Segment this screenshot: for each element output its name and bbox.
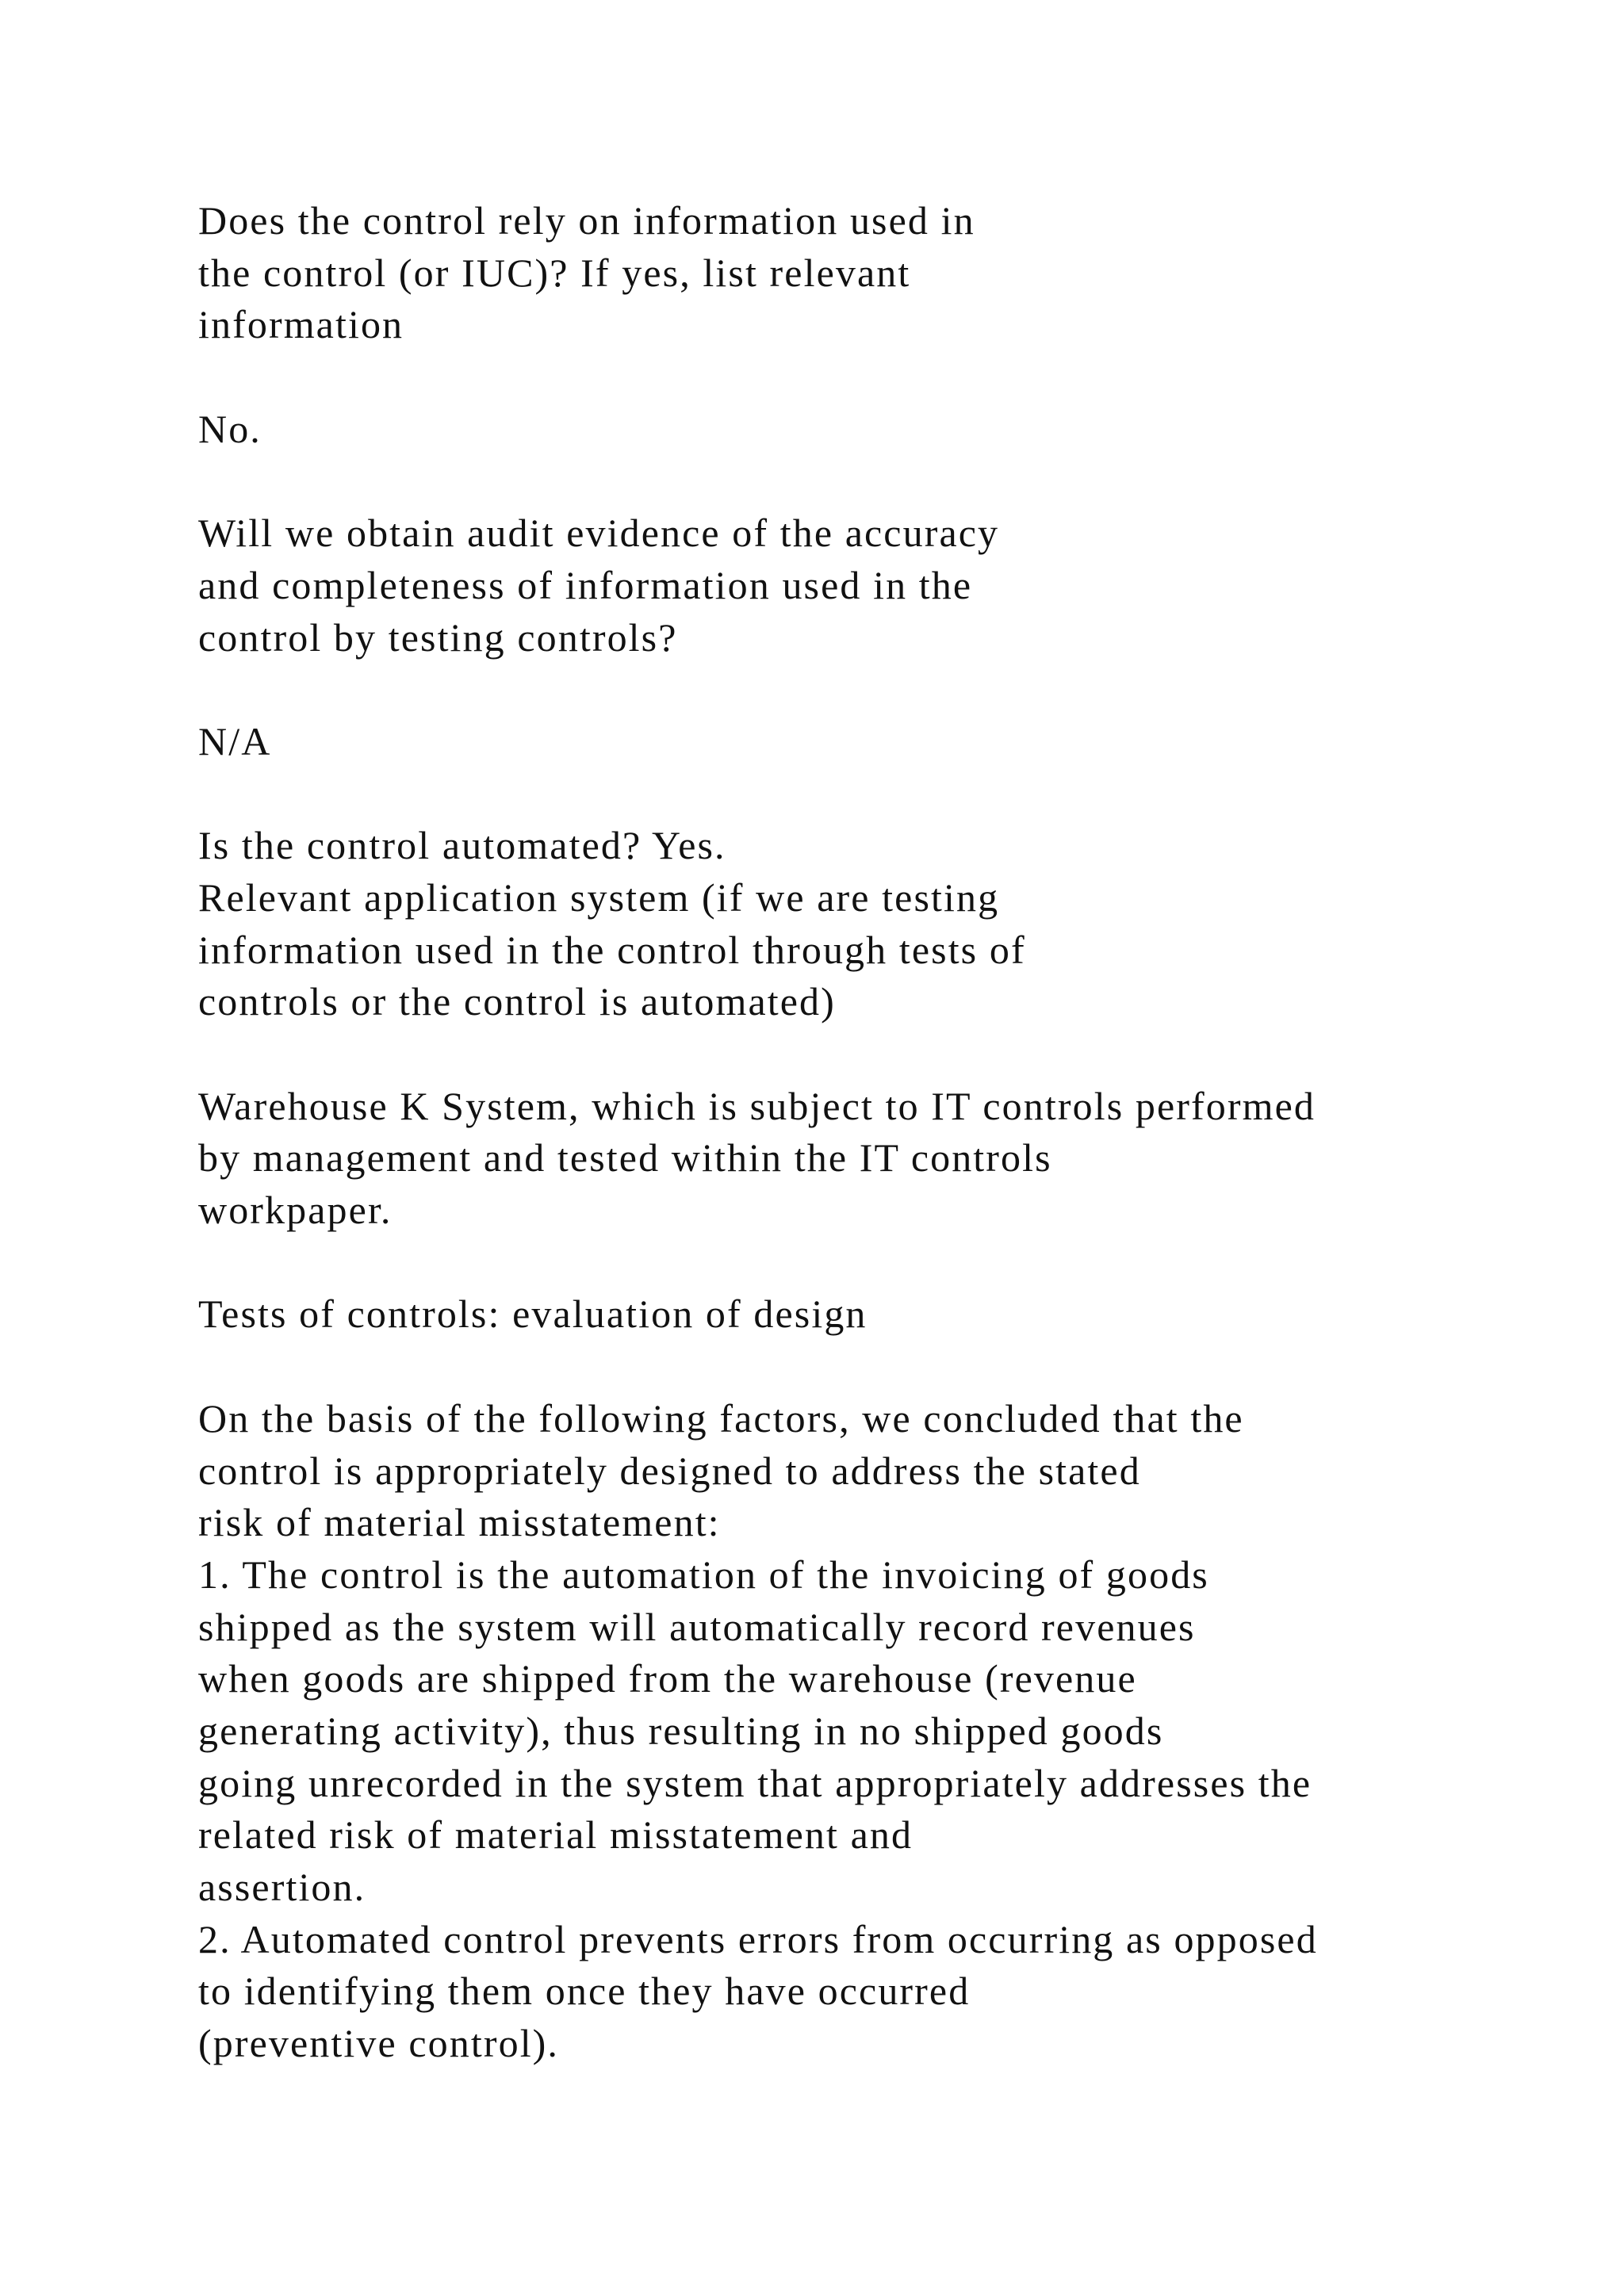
text-line: going unrecorded in the system that appropriately addresses the <box>198 1760 1312 1805</box>
text-line: control is appropriately designed to address the stated <box>198 1448 1141 1493</box>
text-line: to identifying them once they have occurred <box>198 1969 971 2014</box>
paragraph-design-conclusion <box>198 1393 1546 2070</box>
text-line: 2. Automated control prevents errors from occurring as opposed <box>198 1916 1318 1961</box>
text-line: the control (or IUC)? If yes, list relevant <box>198 250 911 295</box>
text-line: related risk of material misstatement and <box>198 1812 914 1858</box>
paragraph-automation-question <box>198 820 1546 1028</box>
text-line: control by testing controls? <box>198 614 678 660</box>
section-heading <box>198 1288 1546 1341</box>
text-line: 1. The control is the automation of the invoicing of goods <box>198 1552 1209 1597</box>
paragraph-spacer <box>198 768 1546 821</box>
text-line: generating activity), thus resulting in no shipped goods <box>198 1708 1164 1753</box>
text-line: risk of material misstatement: <box>198 1500 721 1545</box>
text-line: Is the control automated? Yes. <box>198 823 726 868</box>
text-line: information used in the control through tests of <box>198 927 1026 972</box>
document-body <box>198 195 1546 2070</box>
paragraph-application-system <box>198 1081 1546 1237</box>
paragraph-spacer <box>198 1237 1546 1289</box>
text-line: No. <box>198 406 262 451</box>
text-line: workpaper. <box>198 1188 393 1233</box>
text-line: (preventive control). <box>198 2021 560 2066</box>
paragraph-spacer <box>198 455 1546 507</box>
paragraph-spacer <box>198 351 1546 404</box>
paragraph-spacer <box>198 1341 1546 1393</box>
text-line: assertion. <box>198 1865 366 1909</box>
paragraph-iuc-answer <box>198 404 1546 456</box>
text-line: On the basis of the following factors, we concluded that the <box>198 1395 1244 1441</box>
text-line: Does the control rely on information used in <box>198 198 975 243</box>
text-line: N/A <box>198 718 272 763</box>
text-line: Relevant application system (if we are testing <box>198 874 1000 920</box>
text-line: controls or the control is automated) <box>198 979 836 1024</box>
text-line: Warehouse K System, which is subject to IT controls performed <box>198 1083 1316 1128</box>
text-line: information <box>198 302 404 347</box>
text-line: shipped as the system will automatically record revenues <box>198 1604 1196 1649</box>
paragraph-iuc-question <box>198 195 1546 351</box>
text-line: by management and tested within the IT controls <box>198 1135 1052 1181</box>
paragraph-spacer <box>198 664 1546 716</box>
text-line: Will we obtain audit evidence of the accuracy <box>198 511 1000 556</box>
text-line: and completeness of information used in the <box>198 562 973 607</box>
text-line: when goods are shipped from the warehouse (revenue <box>198 1656 1137 1701</box>
text-line: Tests of controls: evaluation of design <box>198 1292 868 1337</box>
paragraph-spacer <box>198 1028 1546 1081</box>
paragraph-audit-evidence-answer <box>198 716 1546 768</box>
paragraph-audit-evidence-question <box>198 507 1546 664</box>
